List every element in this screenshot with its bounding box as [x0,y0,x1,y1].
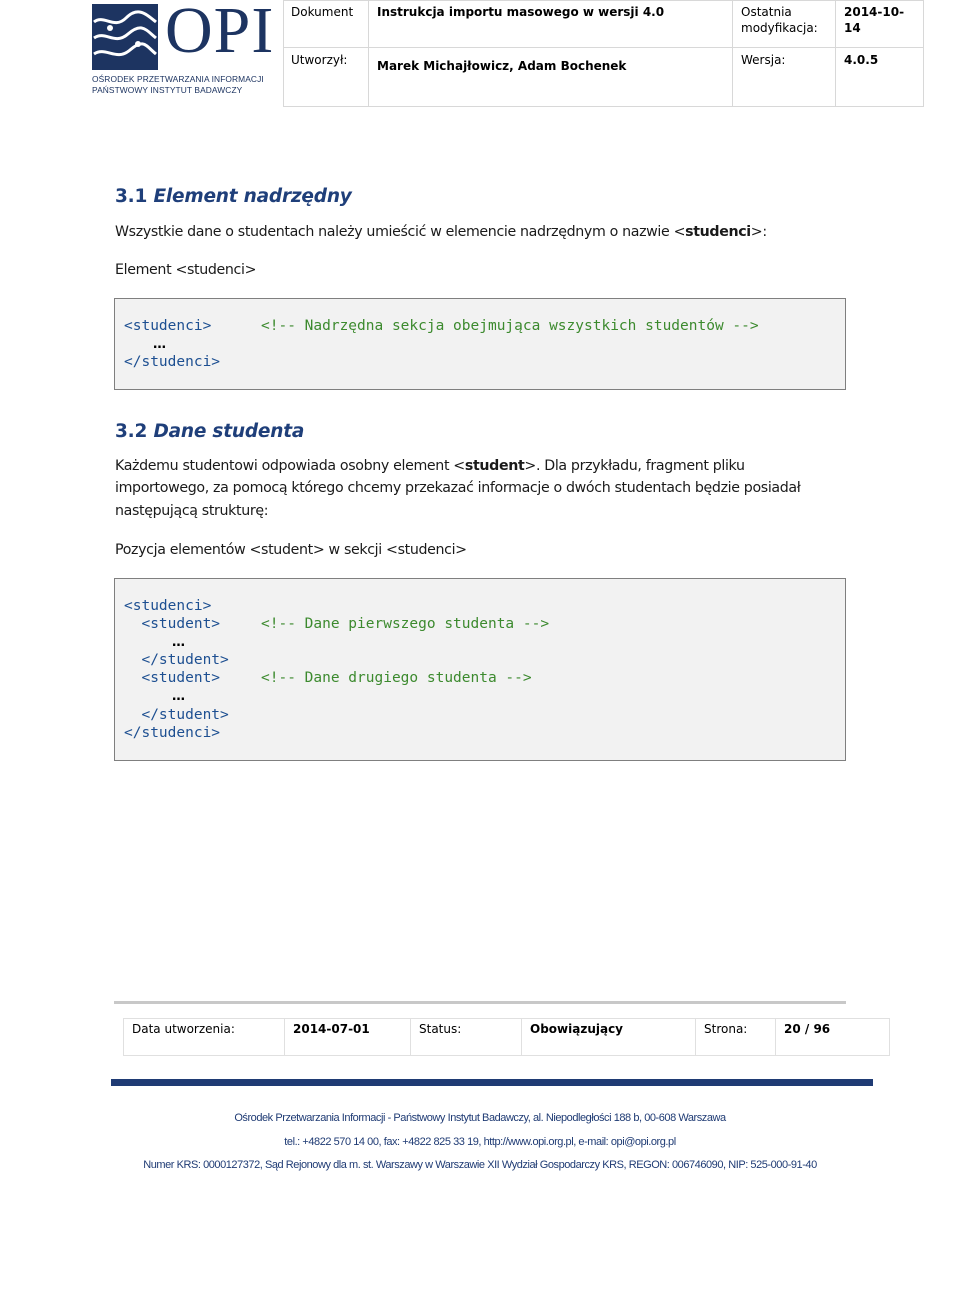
code-ellipsis: … [172,689,185,704]
code-ellipsis: … [172,635,185,650]
code-line-8: </studenci> [124,725,221,741]
footer-status-label: Status: [411,1019,522,1055]
code-line-1: <studenci> [124,598,212,614]
document-header-table [283,0,924,107]
section-2-caption: Pozycja elementów <student> w sekcji <studenci> [115,542,467,558]
footer-page-label: Strona: [696,1019,776,1055]
header-modified-label: Ostatnia modyfikacja: [733,0,836,48]
footer-status-value: Obowiązujący [522,1019,696,1055]
code-line-5: <student> [124,670,221,686]
logo-line-2: PAŃSTWOWY INSTYTUT BADAWCZY [92,85,243,95]
code-line-2: <student> [124,616,221,632]
section-2-line-3: następującą strukturę: [115,503,269,519]
code-line-3: </studenci> [124,354,221,370]
code-line-7: </student> [124,707,229,723]
code-ellipsis: … [153,337,166,352]
code-line-1: <studenci> [124,318,212,334]
footer-contact: tel.: +4822 570 14 00, fax: +4822 825 33 19, http://www.opi.org.pl, e-mail: opi@opi.org.pl [284,1136,676,1148]
section-1-caption: Element <studenci> [115,262,257,278]
header-doc-value: Instrukcja importu masowego w wersji 4.0 [369,0,733,48]
opi-logo [92,0,275,96]
section-heading-3-2: 3.2 Dane studenta [115,421,305,442]
code-comment-1: <!-- Nadrzędna sekcja obejmująca wszystkich studentów --> [261,318,759,334]
footer-table [123,1018,890,1056]
code-comment-second-student: <!-- Dane drugiego studenta --> [261,670,532,686]
footer-created-label: Data utworzenia: [124,1019,285,1055]
header-modified-value: 2014-10-14 [836,0,924,48]
code-block-student [114,578,846,761]
header-doc-label: Dokument [283,0,369,48]
code-line-4: </student> [124,652,229,668]
section-1-paragraph: Wszystkie dane o studentach należy umieścić w elemencie nadrzędnym o nazwie <studenci>: [115,224,767,240]
section-2-line-1: Każdemu studentowi odpowiada osobny element <student>. Dla przykładu, fragment pliku [115,458,745,474]
header-author-value: Marek Michajłowicz, Adam Bochenek [369,48,733,107]
code-comment-first-student: <!-- Dane pierwszego studenta --> [261,616,550,632]
header-version-label: Wersja: [733,48,836,107]
logo-line-1: OŚRODEK PRZETWARZANIA INFORMACJI [92,74,264,84]
header-version-value: 4.0.5 [844,53,879,67]
footer-address: Ośrodek Przetwarzania Informacji - Państwowy Instytut Badawczy, al. Niepodległości 188 b, 00-608 Warszawa [234,1112,726,1124]
footer-page-value: 20 / 96 [784,1022,831,1036]
code-block-studenci [114,298,846,390]
footer-registry: Numer KRS: 0000127372, Sąd Rejonowy dla m. st. Warszawy w Warszawie XII Wydział Gospodarczy KRS, REGON: 006746090, NIP: 525-000-91-40 [143,1159,817,1171]
footer-blue-bar [111,1079,873,1086]
footer-divider [114,1001,846,1004]
section-2-line-2: importowego, za pomocą którego chcemy przekazać informacje o dwóch studentach będzie posiadał [115,480,801,496]
opi-emblem-icon [92,4,158,70]
header-author-label: Utworzył: [283,48,369,107]
section-heading-3-1: 3.1 Element nadrzędny [115,186,352,207]
footer-created-value: 2014-07-01 [285,1019,411,1055]
logo-wordmark: OPI [165,0,275,67]
